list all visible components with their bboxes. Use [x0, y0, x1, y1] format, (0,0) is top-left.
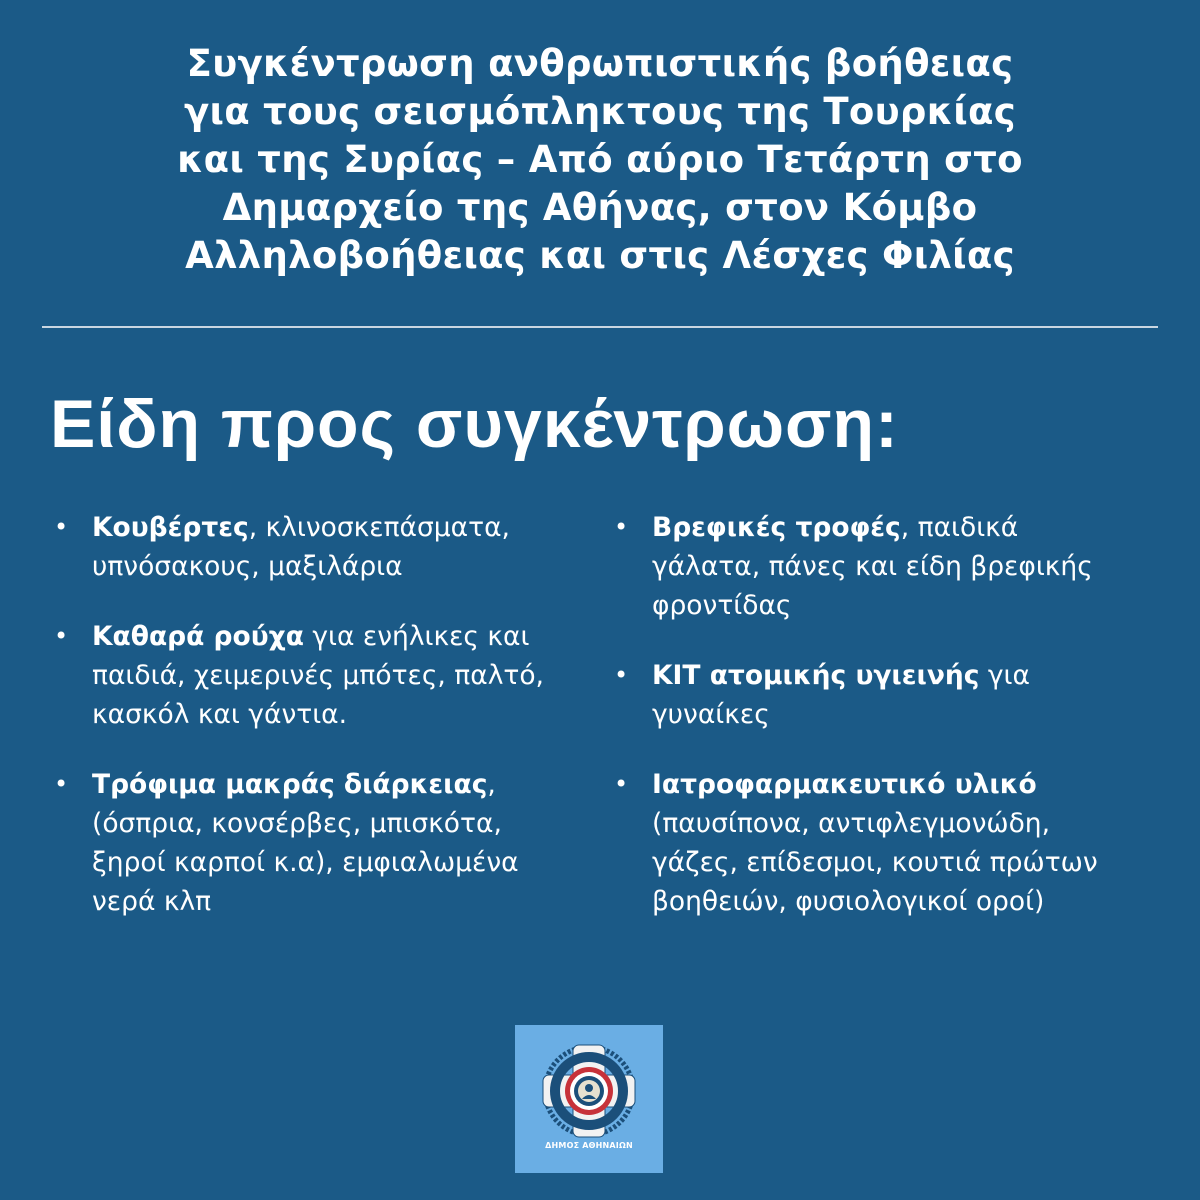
list-item — [614, 765, 1134, 921]
item-text: για γυναίκες — [652, 660, 1030, 730]
bullet-icon: • — [54, 513, 69, 541]
list-item — [54, 765, 574, 921]
athens-municipality-logo — [515, 1025, 663, 1173]
section-title: Είδη προς συγκέντρωση: — [50, 386, 899, 462]
headline-line: Συγκέντρωση ανθρωπιστικής βοήθειας — [186, 42, 1014, 85]
item-bold: ΚΙΤ ατομικής υγιεινής — [652, 660, 980, 691]
item-text: , κλινοσκεπάσματα, υπνόσακους, μαξιλάρια — [92, 512, 510, 582]
headline-line: Δημαρχείο της Αθήνας, στον Κόμβο — [222, 186, 978, 229]
item-bold: Καθαρά ρούχα — [92, 621, 304, 652]
item-text: , (όσπρια, κονσέρβες, μπισκότα, ξηροί καρποί κ.α), εμφιαλωμένα νερά κλπ — [92, 769, 519, 917]
divider — [42, 326, 1158, 328]
headline-line: Αλληλοβοήθειας και στις Λέσχες Φιλίας — [185, 234, 1015, 277]
bullet-icon: • — [614, 513, 629, 541]
bullet-icon: • — [614, 661, 629, 689]
headline-line: και της Συρίας – Από αύριο Τετάρτη στο — [177, 138, 1023, 181]
headline — [40, 40, 1160, 280]
item-bold: Κουβέρτες — [92, 512, 249, 543]
list-item — [614, 656, 1134, 734]
item-text: (παυσίπονα, αντιφλεγμονώδη, γάζες, επίδεσμοι, κουτιά πρώτων βοηθειών, φυσιολογικοί οροί) — [652, 808, 1098, 917]
item-text: για ενήλικες και παιδιά, χειμερινές μπότες, παλτό, κασκόλ και γάντια. — [92, 621, 544, 730]
list-item — [54, 617, 574, 734]
item-bold: Ιατροφαρμακευτικό υλικό — [652, 769, 1037, 800]
item-bold: Βρεφικές τροφές — [652, 512, 901, 543]
list-item — [614, 508, 1134, 625]
athens-municipality-emblem-icon — [515, 1025, 663, 1173]
logo-caption: ΔΗΜΟΣ ΑΘΗΝΑΙΩΝ — [545, 1141, 633, 1150]
item-text: , παιδικά γάλατα, πάνες και είδη βρεφικής φροντίδας — [652, 512, 1093, 621]
items-column-right — [614, 508, 1134, 952]
bullet-icon: • — [614, 770, 629, 798]
items-column-left — [54, 508, 574, 952]
bullet-icon: • — [54, 622, 69, 650]
bullet-icon: • — [54, 770, 69, 798]
list-item — [54, 508, 574, 586]
item-bold: Τρόφιμα μακράς διάρκειας — [92, 769, 488, 800]
headline-line: για τους σεισμόπληκτους της Τουρκίας — [184, 90, 1016, 133]
